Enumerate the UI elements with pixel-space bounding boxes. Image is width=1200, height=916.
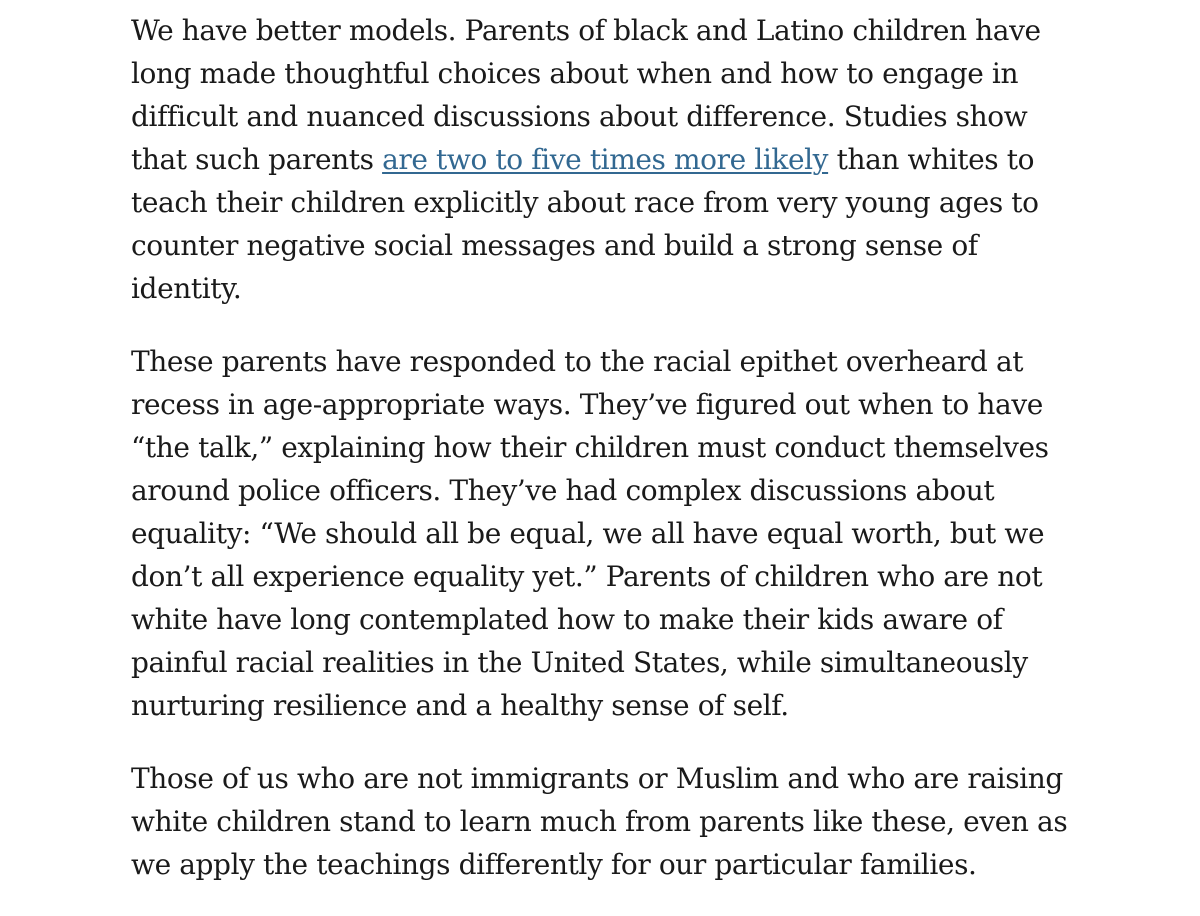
paragraph-those-of-us: Those of us who are not immigrants or Muslim and who are raising white children stand to learn much from parents like these, even as we apply the teachings differently for our particular families. xyxy=(131,762,1068,881)
paragraph-parents-responded: These parents have responded to the racial epithet overheard at recess in age-appropriate ways. They’ve figured out when to have “the talk,” explaining how their children must conduct themselves around police officers. They’ve had complex discussions about equality: “We should all be equal, we all have equal worth, but we don’t all experience equality yet.” Parents of children who are not white have long contemplated how to make their kids aware of painful racial realities in the United States, while simultaneously nurturing resilience and a healthy sense of self. xyxy=(131,345,1049,722)
studies-link[interactable]: are two to five times more likely xyxy=(382,143,829,176)
paragraph-text-before-link: We have better models. Parents of black and Latino children have long made thoughtful choices about when and how to engage in difficult and nuanced discussions about difference. Studies show that such parents xyxy=(131,14,1041,176)
article-body xyxy=(131,9,1091,916)
paragraph-better-models xyxy=(131,9,1091,310)
paragraph-text-after-link: than whites to teach their children explicitly about race from very young ages to counter negative social messages and build a strong sense of identity. xyxy=(131,143,1039,305)
